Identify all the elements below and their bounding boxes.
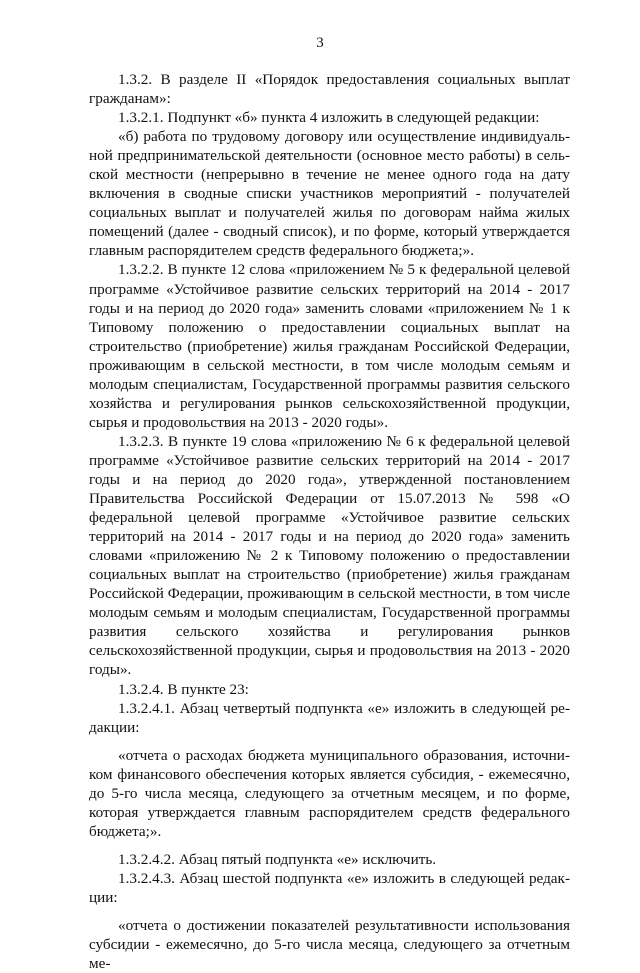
paragraph-quote-report-indicators: «отчета о достижении показателей результативности использования субсидии - ежемесячно, до 5-го числа месяца, следующего за отчетным ме- <box>89 917 570 973</box>
paragraph-1-3-2-4-1: 1.3.2.4.1. Абзац четвертый подпункта «е» изложить в следующей редакции: <box>89 699 570 736</box>
paragraph-1-3-2-2: 1.3.2.2. В пункте 12 слова «приложением № 5 к федеральной целевой программе «Устойчивое развитие сельских территорий на 2014 - 2017 годы и на период до 2020 года» заменить словами «приложением № 1 к Типовому положению о предоставлении социальных выплат на строительство (приобретение) жилья гражданам Российской Федерации, проживающим в сельской местности, в том числе молодым семьям и молодым специалистам, Государственной программы развития сельского хозяйства и регулирования рынков сельскохозяйственной продукции, сырья и продовольствия на 2013 - 2020 годы». <box>89 261 570 431</box>
paragraph-subclause-b: «б) работа по трудовому договору или осуществление индивидуальной предпринимательской деятельности (основное место работы) в сельской местности (непрерывно в течение не менее одного года на дату включения в сводные списки участников мероприятий - получателей социальных выплат и получателей жилья по договорам найма жилых помещений (далее - сводный список), и по форме, который утверждается главным распорядителем средств федерального бюджета;». <box>89 128 570 260</box>
page-number: 3 <box>316 35 324 51</box>
paragraph-1-3-2: 1.3.2. В разделе II «Порядок предоставления социальных выплат гражданам»: <box>89 71 570 108</box>
paragraph-1-3-2-4: 1.3.2.4. В пункте 23: <box>118 680 249 698</box>
paragraph-quote-report-expenses: «отчета о расходах бюджета муниципального образования, источником финансового обеспечения которых является субсидия, - ежемесячно, до 5-го числа месяца, следующего за отчетным месяцем, и по форме, которая утверждается главным распорядителем средств федерального бюджета;». <box>89 746 570 840</box>
paragraph-1-3-2-3: 1.3.2.3. В пункте 19 слова «приложению № 6 к федеральной целевой программе «Устойчивое развитие сельских территорий на 2014 - 2017 годы и на период до 2020 года», утвержденной постановлением Правительства Российской Федерации от 15.07.2013 № 598 «О федеральной целевой программе «Устойчивое развитие сельских территорий на 2014 - 2017 годы и на период до 2020 года» заменить словами «приложению № 2 к Типовому положению о предоставлении социальных выплат на строительство (приобретение) жилья гражданам Российской Федерации, проживающим в сельской местности, в том числе молодым семьям и молодым специалистам, Государственной программы развития сельского хозяйства и регулирования рынков сельскохозяйственной продукции, сырья и продовольствия на 2013 - 2020 годы». <box>89 432 570 679</box>
paragraph-1-3-2-1: 1.3.2.1. Подпункт «б» пункта 4 изложить в следующей редакции: <box>118 109 540 127</box>
paragraph-1-3-2-4-2: 1.3.2.4.2. Абзац пятый подпункта «е» исключить. <box>118 850 437 868</box>
paragraph-1-3-2-4-3: 1.3.2.4.3. Абзац шестой подпункта «е» изложить в следующей редакции: <box>89 869 570 906</box>
document-body <box>89 70 570 973</box>
